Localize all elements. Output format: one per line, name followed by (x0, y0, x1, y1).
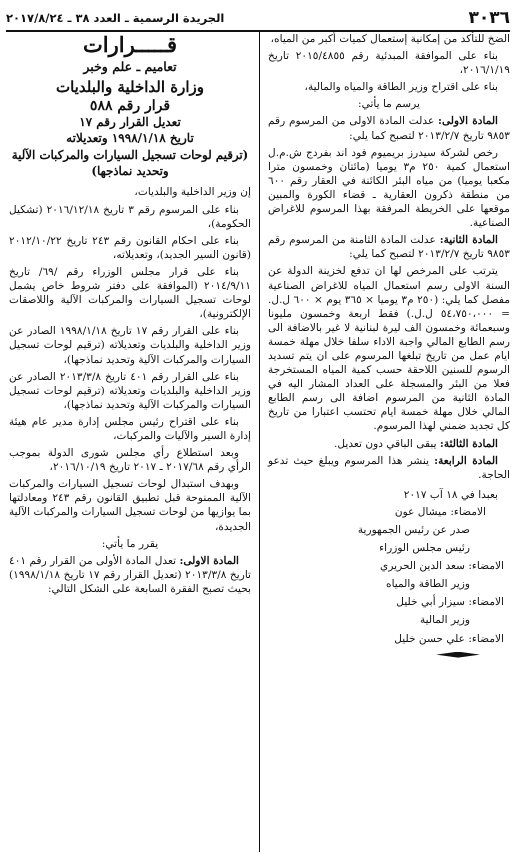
signing-date: بعبدا في ١٨ آب ٢٠١٧ (403, 488, 498, 501)
article-1 (268, 114, 510, 142)
date-line: تاريخ ١٩٩٨/١/١٨ وتعديلاته (66, 131, 194, 146)
article-4 (268, 454, 510, 482)
article-2 (268, 233, 510, 261)
two-column-body (6, 32, 510, 852)
signature-caption: صدر عن رئيس الجمهورية (357, 524, 470, 536)
signature-energy-minister: الامضاء: سيزار أبي خليل (396, 596, 504, 609)
paragraph: بناء على الموافقة المبدئية رقم ٢٠١٥/٤٨٥٥ تاريخ ٢٠١٦/١/١٩، (268, 50, 510, 77)
paragraph: وبعد استطلاع رأي مجلس شورى الدولة بموجب الرأي رقم ٢٠١٧/٦٨ ـ ٢٠١٧ تاريخ ٢٠١٦/١٠/١٩، (9, 447, 251, 474)
paragraph: وبهدف استبدال لوحات تسجيل السيارات والمركبات الآلية الممنوحة قبل تطبيق القانون رقم ٢٤٣ ومعادلتها بما يوازيها من لوحات تسجيل السيارات والمركبات الآلية الجديدة، (9, 478, 252, 533)
paragraph: بناء على قرار مجلس الوزراء رقم /٦٩/ تاريخ ٢٠١٤/٩/١١ (الموافقة على دفتر شروط خاص يشمل لوحات تسجيل السيارات والمركبات الآلية واللاصقات الإلكترونية)، (9, 265, 251, 321)
signature-pm: الامضاء: سعد الدين الحريري (380, 560, 504, 573)
paragraph: بناء على اقتراح رئيس مجلس إدارة مدير عام هيئة إدارة السير والآليات والمركبات، (9, 415, 251, 442)
signature-president: الامضاء: ميشال عون (394, 505, 486, 518)
amendment-line: تعديل القرار رقم ١٧ (79, 115, 181, 130)
paragraph: بناء على اقتراح وزير الطاقة والمياه والمالية، (304, 81, 498, 94)
signature-caption: وزير الطاقة والمياه (386, 578, 470, 591)
section-subtitle: تعاميم ـ علم وخبر (83, 59, 177, 74)
paragraph: الضخ للتأكد من إمكانية إستعمال كميات أكبر من المياه، (270, 33, 510, 45)
article-label: المادة الاولى: (438, 115, 498, 128)
paragraph: رخص لشركة سيدرز بريميوم فود اند بفردج ش.م.ل استعمال كمية ٢٥٠ م٣ يوميا (مائتان وخمسون مترا مكعبا يوميا) من مياه البئر الكائنة في العقار رقم ٦٠٠ من منطقة ذكرون العقارية ـ قضاء الكورة والمبين موقعها على الخريطة المرفقة بهذا المرسوم للاغراض الصناعية. (268, 146, 510, 230)
gazette-issue-info: الجريدة الرسمية ـ العدد ٣٨ ـ ٢٠١٧/٨/٢٤ (6, 11, 225, 25)
article-1 (9, 554, 251, 596)
article-label: المادة الثالثة: (439, 437, 498, 450)
paragraph: بناء على القرار رقم ٤٠١ تاريخ ٢٠١٣/٣/٨ الصادر عن وزير الداخلية والبلديات وتعديلاته (ترقيم لوحات تسجيل السيارات والمركبات الآلية وتحديد نماذجها)، (9, 370, 251, 411)
section-title: قـــــرارات (83, 32, 177, 57)
decree-formula: يرسم ما يأتي: (358, 98, 420, 111)
article-text: تعدل المادة الأولى من القرار رقم ٤٠١ تاريخ ٢٠١٣/٣/٨ (تعديل القرار رقم ١٧ تاريخ ١٩٩٨/١/١٨) بحيث تصبح الفقرة السابعة على الشكل التالي: (9, 554, 251, 595)
paragraph: بناء على القرار رقم ١٧ تاريخ ١٩٩٨/١/١٨ الصادر عن وزير الداخلية والبلديات وتعديلاته (ترقيم لوحات تسجيل السيارات والمركبات الآلية وتحديد نماذجها)، (9, 325, 251, 366)
decision-subject: (ترقيم لوحات تسجيل السيارات والمركبات الآلية وتحديد نماذجها) (11, 148, 249, 179)
article-label: المادة الاولى: (179, 554, 239, 567)
signature-caption: رئيس مجلس الوزراء (379, 542, 470, 555)
page-number: ٣٠٣٦ (468, 8, 510, 28)
left-column (9, 32, 257, 852)
decision-number: قرار رقم ٥٨٨ (89, 98, 171, 115)
page-header (6, 6, 510, 32)
article-3 (268, 437, 510, 451)
column-divider (259, 32, 260, 852)
paragraph: بناء على احكام القانون رقم ٢٤٣ تاريخ ٢٠١٢/١٠/٢٢ (قانون السير الجديد)، وتعديلاته، (9, 234, 251, 261)
paragraph: يترتب على المرخص لها ان تدفع لخزينة الدولة عن السنة الاولى رسم استعمال المياه للاغراض الصناعية مفصل كما يلي: (٢٥٠ م٣ يوميا × ٣٦٥ يوم × ٦٠٠ ل.ل. = ٥٤،٧٥٠،٠٠٠ ل.ل.) فقط اربعة وخمسون مليونا وسبعمائة وخمسون الف ليرة لبنانية لا غير بالاضافة الى رسم الطابع المالي واجبة الاداء سلفا خلال مهلة خمسة ايام عمل من تاريخ تبلغها المرسوم على ان يتم تسديد الرسوم للسنين اللاحقة حسب كمية المياه المستخرجة فعلا من البئر والمسجلة على العداد المشار اليه في المادة الثانية من المرسوم اضافة الى رسم الطابع المالي خلال مهلة خمسة ايام تحتسب اعتبارا من تاريخ كل تجديد ضمني لهذا المرسوم. (268, 265, 510, 433)
decision-formula: يقرر ما يأتي: (101, 537, 159, 550)
ministry-heading: وزارة الداخلية والبلديات (55, 78, 204, 97)
paragraph: بناء على المرسوم رقم ٣ تاريخ ٢٠١٦/١٢/١٨ (تشكيل الحكومة)، (9, 203, 251, 230)
paragraph: إن وزير الداخلية والبلديات، (134, 186, 251, 199)
article-label: المادة الرابعة: (434, 454, 498, 467)
article-text: ينشر هذا المرسوم ويبلغ حيث تدعو الحاجة. (268, 454, 510, 481)
article-text: يبقى الباقي دون تعديل. (334, 437, 437, 450)
right-column (262, 32, 510, 852)
article-text: عدلت المادة الثامنة من المرسوم رقم ٩٨٥٣ تاريخ ٢٠١٣/٢/٧ لتصبح كما يلي: (268, 234, 510, 261)
signature-finance-minister: الامضاء: علي حسن خليل (394, 632, 504, 645)
end-ornament (436, 652, 480, 658)
article-label: المادة الثانية: (439, 234, 498, 247)
article-text: عدلت المادة الاولى من المرسوم رقم ٩٨٥٣ تاريخ ٢٠١٣/٢/٧ لتصبح كما يلي: (268, 115, 510, 142)
signature-caption: وزير المالية (419, 614, 470, 627)
